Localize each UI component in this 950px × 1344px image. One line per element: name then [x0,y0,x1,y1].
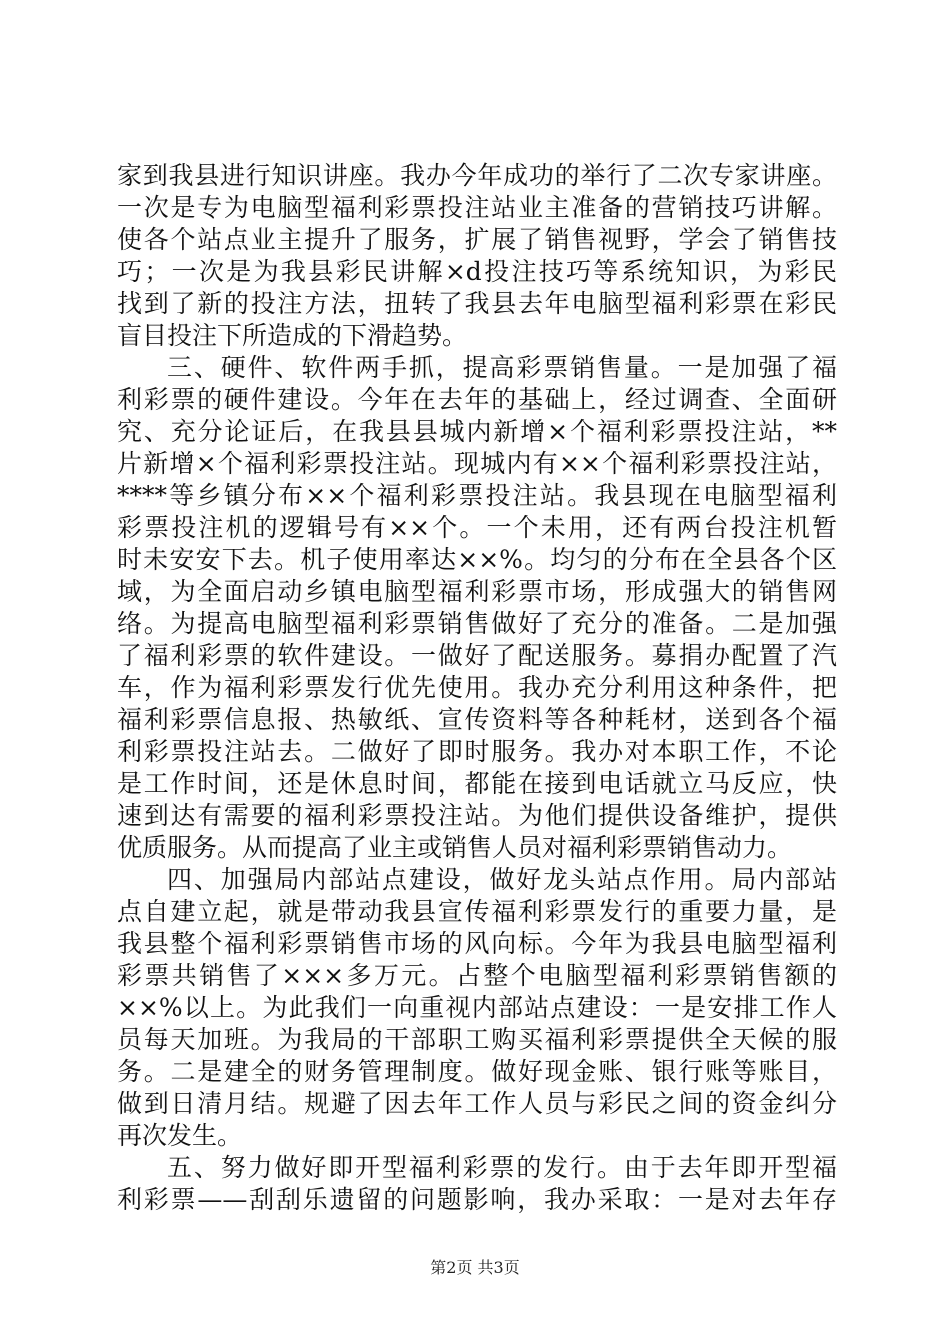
text-line: 做到日清月结。规避了因去年工作人员与彩民之间的资金纠分 [117,1089,837,1118]
text-line: 盲目投注下所造成的下滑趋势。 [117,321,468,350]
text-line: 域，为全面启动乡镇电脑型福利彩票市场，形成强大的销售网 [117,577,837,606]
text-line: 使各个站点业主提升了服务，扩展了销售视野，学会了销售技 [117,225,837,254]
text-line: ****等乡镇分布××个福利彩票投注站。我县现在电脑型福利 [117,481,837,510]
text-line: 时未安安下去。机子使用率达××%。均匀的分布在全县各个区 [117,545,837,574]
text-line: 务。二是建全的财务管理制度。做好现金账、银行账等账目， [117,1057,837,1086]
paragraph-start-line: 五、努力做好即开型福利彩票的发行。由于去年即开型福 [167,1153,837,1182]
text-line: 了福利彩票的软件建设。一做好了配送服务。募捐办配置了汽 [117,641,837,670]
text-line: 彩票投注机的逻辑号有××个。一个未用，还有两台投注机暂 [117,513,837,542]
text-line: 找到了新的投注方法，扭转了我县去年电脑型福利彩票在彩民 [117,289,837,318]
text-line: 家到我县进行知识讲座。我办今年成功的举行了二次专家讲座。 [117,161,837,190]
text-line: 究、充分论证后，在我县县城内新增×个福利彩票投注站，** [117,417,837,446]
text-line: 一次是专为电脑型福利彩票投注站业主准备的营销技巧讲解。 [117,193,837,222]
text-line: 员每天加班。为我局的干部职工购买福利彩票提供全天候的服 [117,1025,837,1054]
text-line: 优质服务。从而提高了业主或销售人员对福利彩票销售动力。 [117,833,793,862]
text-line: 片新增×个福利彩票投注站。现城内有××个福利彩票投注站， [117,449,837,478]
text-line: 巧；一次是为我县彩民讲解×d投注技巧等系统知识，为彩民 [117,257,837,286]
text-line: 点自建立起，就是带动我县宣传福利彩票发行的重要力量，是 [117,897,837,926]
text-line: 再次发生。 [117,1121,243,1150]
paragraph-start-line: 三、硬件、软件两手抓，提高彩票销售量。一是加强了福 [167,353,837,382]
text-line: 速到达有需要的福利彩票投注站。为他们提供设备维护，提供 [117,801,837,830]
text-line: 络。为提高电脑型福利彩票销售做好了充分的准备。二是加强 [117,609,837,638]
text-line: 利彩票投注站去。二做好了即时服务。我办对本职工作，不论 [117,737,837,766]
text-line: 我县整个福利彩票销售市场的风向标。今年为我县电脑型福利 [117,929,837,958]
text-line: 彩票共销售了×××多万元。占整个电脑型福利彩票销售额的 [117,961,837,990]
text-line: 福利彩票信息报、热敏纸、宣传资料等各种耗材，送到各个福 [117,705,837,734]
text-line: ××%以上。为此我们一向重视内部站点建设：一是安排工作人 [117,993,837,1022]
text-line: 是工作时间，还是休息时间，都能在接到电话就立马反应，快 [117,769,837,798]
document-body [117,160,837,1216]
paragraph-start-line: 四、加强局内部站点建设，做好龙头站点作用。局内部站 [167,865,837,894]
text-line: 利彩票——刮刮乐遗留的问题影响，我办采取：一是对去年存 [117,1185,837,1214]
text-line: 车，作为福利彩票发行优先使用。我办充分利用这种条件，把 [117,673,837,702]
page-number-footer: 第2页 共3页 [430,1258,520,1277]
text-line: 利彩票的硬件建设。今年在去年的基础上，经过调查、全面研 [117,385,837,414]
